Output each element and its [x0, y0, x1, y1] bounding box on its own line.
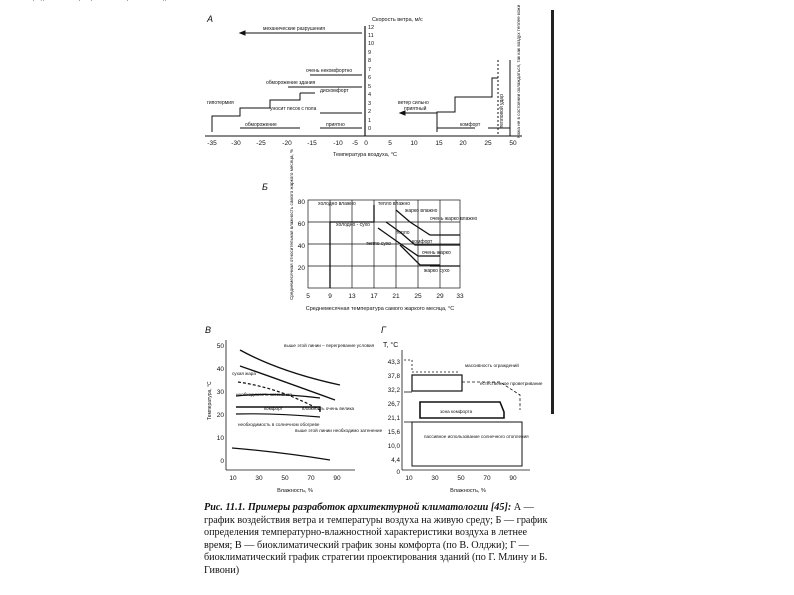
a-ytick: 2	[368, 109, 372, 115]
a-ytick: 11	[368, 33, 374, 39]
v-xtick: 50	[281, 475, 289, 482]
b-xtick: 21	[392, 293, 400, 300]
v-label-comfort: комфорт	[264, 406, 283, 411]
a-xtick: 25	[484, 140, 492, 147]
b-ytick: 80	[297, 199, 305, 206]
a-xtick: 20	[459, 140, 467, 147]
caption-text: А — график воздействия ветра и температуры воздуха на живую среду; Б — график определения температурно-влажностной характеристики воздуха в летнее время; В — биоклиматический график зоны комфорта (по В. Олджи); Г — биоклиматический график стратегии проектирования зданий (по Г. Млину и Б. Гивони)	[204, 502, 548, 576]
a-xtick: 10	[410, 140, 418, 147]
v-label-sun-shade: необходимость затенения	[236, 392, 292, 397]
panel-v-letter: В	[205, 325, 212, 335]
a-xtick: -20	[282, 140, 292, 147]
g-xtick: 50	[457, 475, 465, 482]
a-label-wind-strong: ветер сильно	[398, 100, 429, 106]
v-ytick: 10	[216, 435, 224, 442]
panel-b-xlabel: Среднемесячная температура самого жаркого месяца, °С	[305, 306, 455, 312]
a-xtick: -10	[333, 140, 343, 147]
v-label-above-line: выше этой линии необходимо затенение	[295, 428, 383, 433]
panel-a-top-title: Скорость ветра, м/с	[372, 17, 423, 23]
panel-a-x-ticks	[207, 140, 517, 147]
a-ytick: 8	[368, 58, 372, 64]
panel-v-ylabel: Температура, °С	[207, 381, 213, 420]
b-ytick: 20	[297, 265, 305, 272]
panel-a-xlabel: Температура воздуха, °С	[332, 152, 398, 158]
panel-v	[205, 325, 383, 494]
g-ytick: 32,2	[387, 387, 400, 394]
a-label-discomfort: дискомфорт	[320, 88, 349, 94]
b-xtick: 25	[414, 293, 422, 300]
a-label-sweep: уносит песок с пола	[270, 106, 317, 112]
g-ytick: 10,0	[387, 443, 400, 450]
b-label-warm-dry: тепло сухо	[366, 241, 392, 247]
v-label-need-sun: необходимость в солнечном обогреве	[238, 422, 320, 427]
a-xtick: -15	[307, 140, 317, 147]
a-xtick: 15	[435, 140, 443, 147]
a-xtick: -5	[352, 140, 358, 147]
a-label-mech: механические разрушения	[263, 26, 325, 32]
a-label-pleasant: приятный	[404, 106, 427, 112]
panel-g-ylabel: Т, °С	[383, 342, 399, 349]
a-xtick: -35	[207, 140, 217, 147]
a-ytick: 7	[368, 67, 372, 73]
g-label-comfort-zone: зона комфорта	[440, 409, 473, 414]
a-label-heatstroke: тепловой удар	[499, 94, 505, 128]
a-label-pleasantly: приятно	[326, 122, 345, 128]
a-label-hypo: гипотермия	[207, 100, 234, 106]
panel-b	[262, 149, 477, 312]
v-label-humid: влажность очень велика	[302, 406, 355, 411]
v-label-above-heat: выше этой линии – перегревание условия	[284, 343, 375, 348]
a-label-vertical-note: Кожа не в состоянии охлаждаться, так как воздух теплее кожи	[516, 4, 521, 138]
a-xtick: 5	[388, 140, 392, 147]
v-xtick: 10	[229, 475, 237, 482]
g-label-mass	[0, 0, 177, 1]
panel-a-y-ticks	[368, 25, 374, 132]
panel-v-xlabel: Влажность, %	[277, 488, 313, 494]
b-label-comfort: комфорт	[412, 239, 433, 245]
b-xtick: 5	[306, 293, 310, 300]
panel-b-ylabel: Среднемесячная относительная влажность самого жаркого месяца, %	[289, 148, 294, 300]
v-xtick: 90	[333, 475, 341, 482]
g-ytick: 43,3	[387, 359, 400, 366]
panel-a-letter: А	[207, 14, 214, 24]
a-ytick: 4	[368, 92, 372, 98]
g-ytick: 0	[396, 469, 400, 476]
v-ytick: 40	[216, 366, 224, 373]
a-ytick: 10	[368, 41, 375, 47]
v-ytick: 50	[216, 343, 224, 350]
v-xtick: 30	[255, 475, 263, 482]
v-label-dry-heat: сухая жара	[232, 371, 256, 376]
g-xtick: 90	[509, 475, 517, 482]
panel-g-letter: Г	[381, 325, 386, 335]
panel-g-xlabel: Влажность, %	[450, 488, 486, 494]
figure-caption	[204, 502, 549, 578]
a-label-wind-uncomf: очень некомфортно	[306, 68, 353, 74]
a-label-frost: обморожение	[245, 122, 277, 128]
v-ytick: 0	[220, 458, 224, 465]
g-xtick: 10	[405, 475, 413, 482]
a-ytick: 12	[368, 25, 375, 31]
b-xtick: 17	[370, 293, 378, 300]
a-ytick: 5	[368, 84, 372, 90]
g-ytick: 21,1	[387, 415, 400, 422]
g-ytick: 4,4	[391, 457, 400, 464]
b-label-cold-humid: холодно влажно	[318, 201, 356, 207]
a-label-frost-dwell: обморожение здания	[266, 80, 316, 86]
b-ytick: 40	[297, 243, 305, 250]
b-xtick: 13	[348, 293, 356, 300]
g-label-mass2: массивность ограждений	[465, 363, 519, 368]
g-xtick: 30	[431, 475, 439, 482]
b-label-very-hot-humid: очень жарко влажно	[430, 216, 478, 222]
a-label-comfort: комфорт	[460, 122, 481, 128]
a-ytick: 9	[368, 50, 372, 56]
a-ytick: 0	[368, 126, 372, 132]
b-label-hot-humid: жарко влажно	[405, 208, 438, 214]
b-xtick: 33	[456, 293, 464, 300]
a-xtick-end: 50	[509, 140, 517, 147]
g-ytick: 15,6	[387, 429, 400, 436]
g-label-vent: естественное проветривание	[480, 381, 543, 386]
b-xtick: 9	[328, 293, 332, 300]
a-ytick: 3	[368, 101, 372, 107]
b-ytick: 60	[297, 221, 305, 228]
v-xtick: 70	[307, 475, 315, 482]
g-label-passive: пассивное использование солнечного отопления	[424, 434, 529, 439]
a-xtick: -30	[231, 140, 241, 147]
b-xtick: 29	[436, 293, 444, 300]
b-label-hot-dry: жарко сухо	[424, 268, 450, 274]
a-ytick: 1	[368, 118, 372, 124]
b-label-very-hot: очень жарко	[422, 250, 451, 256]
caption-figure-title: Рис. 11.1. Примеры разработок архитектурной климатологии [45]:	[204, 502, 512, 513]
panel-a	[205, 4, 522, 158]
a-ytick: 6	[368, 75, 372, 81]
b-label-warm: тепло	[396, 230, 410, 236]
v-ytick: 30	[216, 389, 224, 396]
g-ytick: 26,7	[387, 401, 400, 408]
g-xtick: 70	[483, 475, 491, 482]
panel-b-letter: Б	[262, 182, 268, 192]
b-label-cold-dry: холодно - сухо	[336, 222, 370, 228]
b-label-warm-humid: тепло влажно	[378, 201, 410, 207]
a-xtick: -25	[256, 140, 266, 147]
g-ytick: 37,8	[387, 373, 400, 380]
a-xtick: 0	[364, 140, 368, 147]
v-ytick: 20	[216, 412, 224, 419]
